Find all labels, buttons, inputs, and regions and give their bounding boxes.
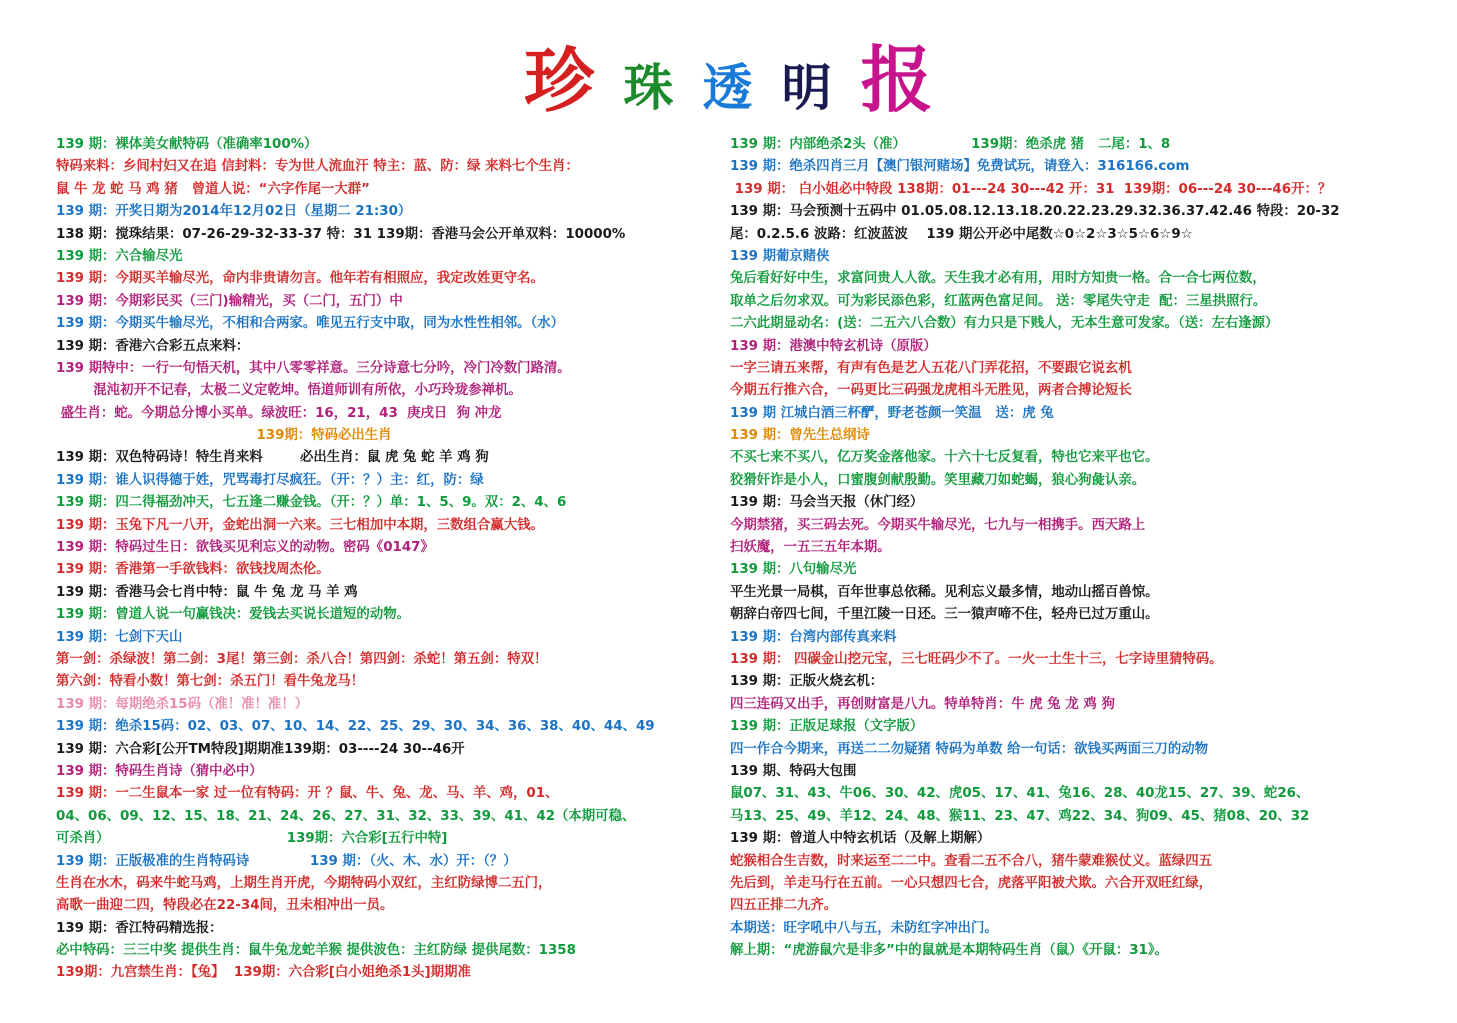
title-char-4: 明 — [781, 58, 832, 117]
right-line: 四三连码又出手，再创财富是八九。特单特肖：牛 虎 兔 龙 鸡 狗 — [730, 696, 1115, 712]
right-line: 朝辞白帝四七间，千里江陵一日还。三一猿声啼不住，轻舟已过万重山。 — [730, 607, 1159, 623]
left-line: 盛生肖：蛇。今期总分博小买单。绿波旺：16，21，43 庚戌日 狗 冲龙 — [56, 405, 502, 421]
left-line: 139 期：特码生肖诗（猜中必中） — [56, 763, 263, 779]
right-line: 139 期：台湾内部传真来料 — [730, 629, 897, 645]
right-line: 本期送：旺字吼中八与五，未防红字冲出门。 — [730, 920, 998, 936]
left-line: 139 期：开奖日期为2014年12月02日（星期二 21:30） — [56, 204, 412, 220]
right-line: 蛇猴相合生吉数，时来运至二二中。查看二五不合八，猪牛蒙难猴仗义。蓝绿四五 — [730, 853, 1213, 869]
right-line: 139 期：正版火烧玄机： — [730, 674, 884, 690]
left-line: 139 期：四二得福劲冲天，七五逢二赚金钱。（开：？）单：1、5、9。双：2、4、6 — [56, 495, 567, 511]
right-line: 尾：0.2.5.6 波路：红波蓝波 139 期公开必中尾数☆0☆2☆3☆5☆6☆9☆ — [730, 226, 1193, 242]
right-line: 139 期：正版足球报（文字版） — [730, 719, 924, 735]
left-line: 139 期：绝杀15码：02、03、07、10、14、22、25、29、30、34、36、38、40、44、49 — [56, 719, 655, 735]
right-line: 139 期： 白小姐必中特段 138期：01---24 30---42 开：31 139期：06---24 30---46开：？ — [730, 181, 1332, 197]
right-line: 解上期：“虎游鼠穴是非多”中的鼠就是本期特码生肖（鼠）《开鼠：31》。 — [730, 943, 1168, 959]
right-line: 139 期：绝杀四肖三月【澳门银河赌场】免费试玩，请登入：316166.com — [730, 159, 1190, 175]
left-line: 139 期：玉兔下凡一八开，金蛇出洞一六来。三七相加中本期，三数组合赢大钱。 — [56, 517, 544, 533]
left-line: 139期：特码必出生肖 — [56, 428, 392, 444]
left-line: 第六剑：特看小数！第七剑：杀五门！看牛兔龙马！ — [56, 674, 364, 690]
left-line: 第一剑：杀绿波！第二剑：3尾！第三剑：杀八合！第四剑：杀蛇！第五剑：特双！ — [56, 651, 548, 667]
left-line: 生肖在水木，码来牛蛇马鸡，上期生肖开虎，今期特码小双红，主红防绿博二五门， — [56, 875, 552, 891]
right-line: 139 期：内部绝杀2头（准） 139期：绝杀虎 猪 二尾：1、8 — [730, 137, 1171, 152]
left-line: 特码来料：乡间村妇又在追 信封料：专为世人流血汗 特主：蓝、防：绿 来料七个生肖： — [56, 159, 579, 175]
left-line: 139 期：谁人识得德于姓，咒骂毒打尽疯狂。（开：？）主：红，防：绿 — [56, 472, 484, 488]
title-char-2: 珠 — [623, 58, 674, 117]
left-line: 139 期：今期买牛输尽光，不相和合两家。唯见五行支中取，同为水性性相邻。（水） — [56, 316, 564, 332]
right-line: 139 期： 四碳金山挖元宝，三七旺码少不了。一火一土生十三，七字诗里猜特码。 — [730, 651, 1223, 667]
right-line: 兔后看好好中生，求富问贵人人欲。天生我才必有用，用时方知贵一格。合一合七两位数， — [730, 271, 1266, 287]
right-line: 四一作合今期来，再送二二勿疑猪 特码为单数 给一句话：欲钱买两面三刀的动物 — [730, 741, 1208, 757]
title-char-1: 珍 — [524, 39, 595, 122]
right-line: 平生光景一局棋，百年世事总依稀。见利忘义最多情，地动山摇百兽惊。 — [730, 584, 1159, 600]
left-column — [56, 134, 716, 985]
right-line: 139 期：曾道人中特玄机话（及解上期解） — [730, 831, 991, 847]
title-char-3: 透 — [702, 58, 753, 117]
right-line: 马13、25、49、羊12、24、48、猴11、23、47、鸡22、34、狗09、45、猪08、20、32 — [730, 808, 1310, 824]
left-line: 可杀肖） 139期：六合彩[五行中特] — [56, 831, 448, 847]
right-line: 139 期：八句输尽光 — [730, 562, 857, 578]
left-line: 混沌初开不记春，太极二义定乾坤。悟道师训有所依，小巧玲珑参禅机。 — [56, 383, 522, 399]
right-line: 139 期 江城白酒三杯酽，野老苍颜一笑温 送：虎 兔 — [730, 405, 1054, 421]
right-line: 不买七来不买八，亿万奖金落他家。十六十七反复看，特也它来平也它。 — [730, 450, 1159, 466]
left-line: 139 期：今期买羊输尽光，命内非贵请勿言。他年若有相照应，我定改姓更守名。 — [56, 271, 544, 287]
right-line: 139 期：曾先生总纲诗 — [730, 428, 870, 444]
left-line: 139 期：六合彩[公开TM特段]期期准139期：03----24 30--46开 — [56, 741, 465, 757]
left-line: 139 期：香港六合彩五点来料： — [56, 338, 250, 354]
right-line: 先后到，羊走马行在五前。一心只想四七合，虎落平阳被犬欺。六合开双旺红绿， — [730, 875, 1213, 891]
left-line: 139 期：曾道人说一句赢钱决：爱钱去买说长道短的动物。 — [56, 607, 410, 623]
right-line: 139 期：马会预测十五码中 01.05.08.12.13.18.20.22.23.29.32.36.37.42.46 特段：20-32 — [730, 204, 1340, 220]
left-line: 04、06、09、12、15、18、21、24、26、27、31、32、33、39、41、42（本期可稳、 — [56, 808, 636, 824]
left-line: 139 期：七剑下天山 — [56, 629, 183, 645]
left-line: 138 期：搅珠结果：07-26-29-32-33-37 特：31 139期：香港马会公开单双料：10000% — [56, 226, 626, 242]
right-line: 一字三请五来帮，有声有色是艺人五花八门弄花招，不要跟它说玄机 — [730, 360, 1132, 376]
left-line: 139 期：六合输尽光 — [56, 248, 183, 264]
left-line: 139 期：正版极准的生肖特码诗 139 期：（火、木、水）开：（？） — [56, 853, 517, 869]
right-line: 139 期葡京赌侠 — [730, 248, 830, 264]
left-line: 139 期：香江特码精选报： — [56, 920, 223, 936]
right-line: 139 期：港澳中特玄机诗（原版） — [730, 338, 937, 354]
title-char-5: 报 — [860, 37, 933, 122]
right-column — [730, 134, 1430, 962]
right-line: 狡猾奸诈是小人，口蜜腹剑献殷勤。笑里藏刀如蛇蝎，狼心狗彘认亲。 — [730, 472, 1146, 488]
left-line: 139 期：香港第一手欲钱料：欲钱找周杰伦。 — [56, 562, 330, 578]
left-line: 139 期特中：一行一句悟天机，其中八零零祥意。三分诗意七分吟，冷门冷数门路清。 — [56, 360, 571, 376]
right-line: 今期五行推六合，一码更比三码强龙虎相斗无胜见，两者合搏论短长 — [730, 383, 1132, 399]
left-line: 139 期：今期彩民买（三门)输精光，买（二门，五门）中 — [56, 293, 403, 309]
left-line: 必中特码：三三中奖 提供生肖：鼠牛兔龙蛇羊猴 提供波色：主红防绿 提供尾数：1358 — [56, 943, 576, 959]
left-line: 139 期：一二生鼠本一家 过一位有特码：开 ？鼠、牛、兔、龙、马、羊、鸡，01、 — [56, 786, 559, 802]
right-line: 扫妖魔，一五三五年本期。 — [730, 540, 891, 556]
right-line: 鼠07、31、43、牛06、30、42、虎05、17、41、兔16、28、40龙15、27、39、蛇26、 — [730, 786, 1310, 802]
page-title — [0, 22, 1457, 122]
right-line: 二六此期显动名：(送：二五六八合数）有力只是下贱人，无本生意可发家。（送：左右逢源） — [730, 316, 1279, 332]
left-line: 139 期：特码过生日：欲钱买见利忘义的动物。密码《0147》 — [56, 540, 434, 556]
right-line: 139 期：马会当天报（休门经） — [730, 495, 924, 511]
left-line: 高歌一曲迎二四，特段必在22-34间，丑未相冲出一员。 — [56, 898, 394, 914]
left-line: 139期：九宫禁生肖：【兔】 139期：六合彩[白小姐绝杀1头]期期准 — [56, 965, 471, 981]
left-line: 139 期：双色特码诗！特生肖来料 必出生肖：鼠 虎 兔 蛇 羊 鸡 狗 — [56, 450, 489, 466]
right-line: 今期禁猪，买三码去死。今期买牛输尽光，七九与一相携手。西天路上 — [730, 517, 1146, 533]
right-line: 取单之后勿求双。可为彩民添色彩，红蓝两色富足间。 送：零尾失守走 配：三星拱照行。 — [730, 293, 1267, 309]
left-line: 139 期：香港马会七肖中特：鼠 牛 兔 龙 马 羊 鸡 — [56, 584, 358, 600]
right-line: 四五正排二九齐。 — [730, 898, 838, 914]
left-line: 鼠 牛 龙 蛇 马 鸡 猪 曾道人说：“六字作尾一大群” — [56, 181, 370, 197]
right-line: 139 期、特码大包围 — [730, 763, 857, 779]
left-line: 139 期：裸体美女献特码（准确率100%） — [56, 137, 318, 152]
left-line: 139 期：每期绝杀15码（准！准！准！） — [56, 696, 309, 712]
